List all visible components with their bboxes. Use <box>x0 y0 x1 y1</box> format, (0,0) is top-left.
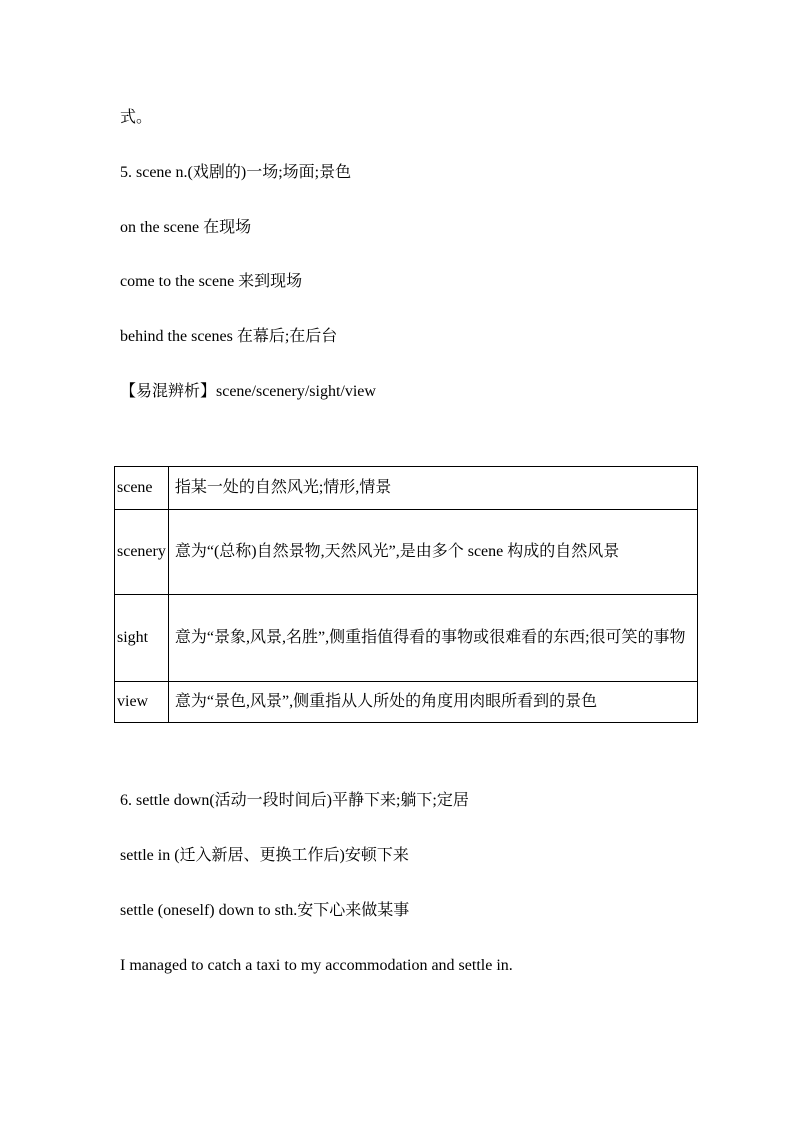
vocab-heading-settle: 6. settle down(活动一段时间后)平静下来;躺下;定居 <box>120 792 469 809</box>
distinction-heading: 【易混辨析】scene/scenery/sight/view <box>120 383 376 400</box>
term-cell: scene <box>115 467 169 510</box>
phrase-line: come to the scene 来到现场 <box>120 273 303 290</box>
term-cell: scenery <box>115 510 169 595</box>
table-row <box>115 510 698 595</box>
term-cell: sight <box>115 595 169 682</box>
term-cell: view <box>115 682 169 723</box>
example-sentence: I managed to catch a taxi to my accommodation and settle in. <box>120 957 513 974</box>
definition-cell: 指某一处的自然风光;情形,情景 <box>168 467 697 510</box>
word-distinction-table <box>114 466 698 723</box>
phrase-line: settle (oneself) down to sth.安下心来做某事 <box>120 902 410 919</box>
phrase-line: on the scene 在现场 <box>120 219 252 236</box>
table-row <box>115 595 698 682</box>
definition-cell: 意为“景象,风景,名胜”,侧重指值得看的事物或很难看的东西;很可笑的事物 <box>168 595 697 682</box>
phrase-line: settle in (迁入新居、更换工作后)安顿下来 <box>120 847 409 864</box>
definition-cell: 意为“景色,风景”,侧重指从人所处的角度用肉眼所看到的景色 <box>168 682 697 723</box>
phrase-line: behind the scenes 在幕后;在后台 <box>120 328 338 345</box>
table-row <box>115 467 698 510</box>
table-row <box>115 682 698 723</box>
text-line: 式。 <box>120 109 153 126</box>
vocab-heading-scene: 5. scene n.(戏剧的)一场;场面;景色 <box>120 164 352 181</box>
definition-cell: 意为“(总称)自然景物,天然风光”,是由多个 scene 构成的自然风景 <box>168 510 697 595</box>
